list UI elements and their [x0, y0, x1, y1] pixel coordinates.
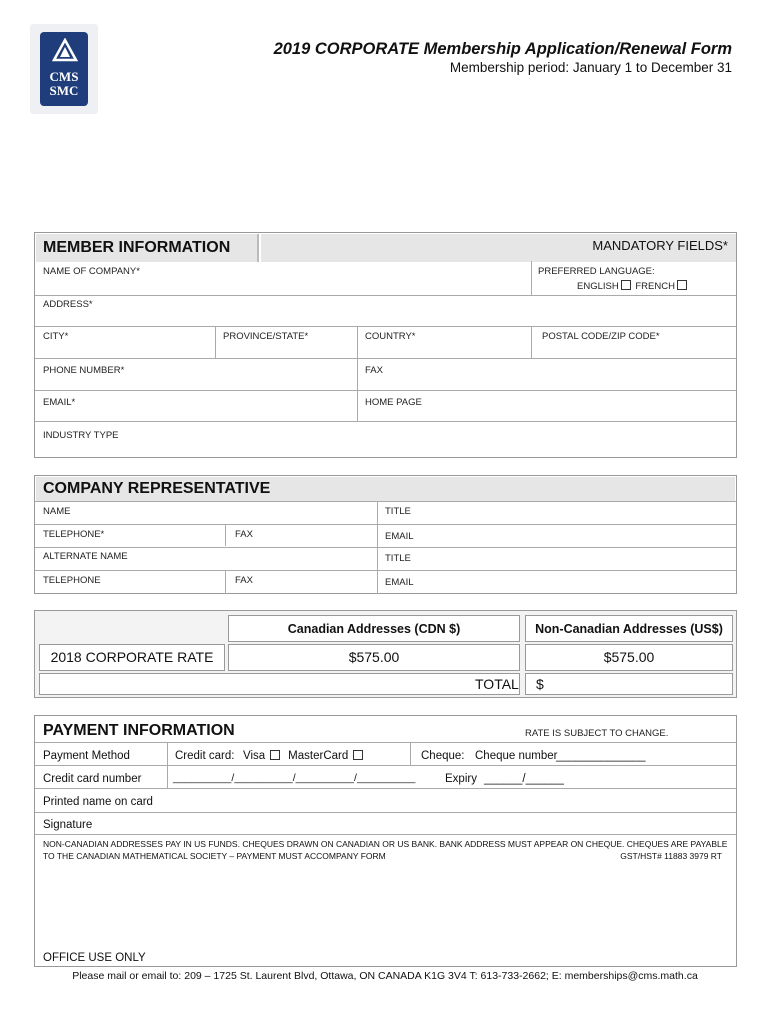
- footer-contact: Please mail or email to: 209 – 1725 St. Laurent Blvd, Ottawa, ON CANADA K1G 3V4 T: 613-733-2662; E: memberships@cms.math.ca: [72, 970, 698, 982]
- payment-notice-line1: NON-CANADIAN ADDRESSES PAY IN US FUNDS. CHEQUES DRAWN ON CANADIAN OR US BANK. BANK ADDRESS MUST APPEAR ON CHEQUE. CHEQUES ARE PAYABLE: [43, 839, 728, 849]
- us-rate-value: $575.00: [603, 649, 655, 665]
- rep-heading: COMPANY REPRESENTATIVE: [43, 480, 271, 497]
- logo-text-smc: SMC: [49, 83, 79, 98]
- mandatory-fields-label: MANDATORY FIELDS*: [592, 238, 728, 253]
- logo-text-cms: CMS: [49, 69, 79, 84]
- french-checkbox[interactable]: [677, 280, 687, 290]
- member-information-section: [34, 232, 737, 458]
- cheque-label: Cheque:: [421, 750, 465, 762]
- expiry-field[interactable]: ______/______: [484, 773, 564, 785]
- payment-notice-line2: TO THE CANADIAN MATHEMATICAL SOCIETY – PAYMENT MUST ACCOMPANY FORM: [43, 851, 386, 861]
- visa-label: Visa: [243, 750, 266, 762]
- email-label: EMAIL*: [43, 397, 76, 408]
- credit-card-label: Credit card:: [175, 750, 235, 762]
- alt-fax-label: FAX: [235, 575, 253, 586]
- triangle-icon: [52, 38, 78, 64]
- rep-name-label: NAME: [43, 506, 71, 517]
- printed-name-label: Printed name on card: [43, 796, 153, 808]
- alt-telephone-label: TELEPHONE: [43, 575, 101, 586]
- mastercard-checkbox[interactable]: [353, 750, 363, 760]
- rep-fax-label: FAX: [235, 529, 253, 540]
- city-label: CITY*: [43, 331, 69, 342]
- form-subtitle: Membership period: January 1 to December 31: [449, 60, 732, 75]
- mastercard-label: MasterCard: [288, 750, 349, 762]
- visa-option[interactable]: [243, 750, 363, 762]
- postal-code-label: POSTAL CODE/ZIP CODE*: [542, 331, 660, 342]
- logo: [30, 24, 98, 114]
- rep-email-label: EMAIL: [385, 531, 414, 542]
- company-name-label: NAME OF COMPANY*: [43, 266, 140, 277]
- alternate-name-label: ALTERNATE NAME: [43, 551, 128, 562]
- industry-type-label: INDUSTRY TYPE: [43, 430, 119, 441]
- us-header: Non-Canadian Addresses (US$): [535, 622, 723, 636]
- phone-label: PHONE NUMBER*: [43, 365, 125, 376]
- total-currency-symbol: $: [536, 676, 544, 692]
- member-heading: MEMBER INFORMATION: [43, 239, 231, 256]
- form-title: 2019 CORPORATE Membership Application/Renewal Form: [273, 40, 732, 58]
- fax-label: FAX: [365, 365, 383, 376]
- visa-checkbox[interactable]: [270, 750, 280, 760]
- rate-change-note: RATE IS SUBJECT TO CHANGE.: [525, 728, 669, 739]
- homepage-label: HOME PAGE: [365, 397, 422, 408]
- rates-section: [34, 610, 737, 698]
- address-label: ADDRESS*: [43, 299, 93, 310]
- cheque-number-label: Cheque number: [475, 750, 558, 762]
- english-checkbox[interactable]: [621, 280, 631, 290]
- payment-information-section: [34, 715, 737, 967]
- cheque-number-field[interactable]: ______________: [556, 750, 646, 762]
- rep-title-label: TITLE: [385, 506, 411, 517]
- rep-telephone-label: TELEPHONE*: [43, 529, 105, 540]
- french-label: FRENCH: [635, 281, 675, 292]
- total-label: TOTAL: [475, 676, 519, 692]
- total-label-cell: [39, 673, 520, 695]
- cms-logo-mark: [40, 32, 88, 106]
- cdn-rate-value: $575.00: [348, 649, 400, 665]
- office-use-label: OFFICE USE ONLY: [43, 952, 146, 964]
- province-label: PROVINCE/STATE*: [223, 331, 309, 342]
- credit-card-number-field[interactable]: __________/__________/__________/__________: [173, 772, 416, 784]
- company-representative-section: [34, 475, 737, 594]
- alt-title-label: TITLE: [385, 553, 411, 564]
- rate-label: 2018 CORPORATE RATE: [50, 649, 214, 665]
- country-label: COUNTRY*: [365, 331, 416, 342]
- credit-card-number-label: Credit card number: [43, 773, 142, 785]
- payment-heading: PAYMENT INFORMATION: [43, 722, 235, 739]
- payment-method-label: Payment Method: [43, 750, 130, 762]
- total-value-field[interactable]: [525, 673, 733, 695]
- gst-number: GST/HST# 11883 3979 RT: [620, 851, 722, 861]
- language-options: [577, 280, 687, 292]
- cdn-header: Canadian Addresses (CDN $): [287, 622, 461, 636]
- expiry-label: Expiry: [445, 773, 477, 785]
- preferred-language-label: PREFERRED LANGUAGE:: [538, 266, 655, 277]
- english-label: ENGLISH: [577, 281, 619, 292]
- signature-label: Signature: [43, 819, 93, 831]
- alt-email-label: EMAIL: [385, 577, 414, 588]
